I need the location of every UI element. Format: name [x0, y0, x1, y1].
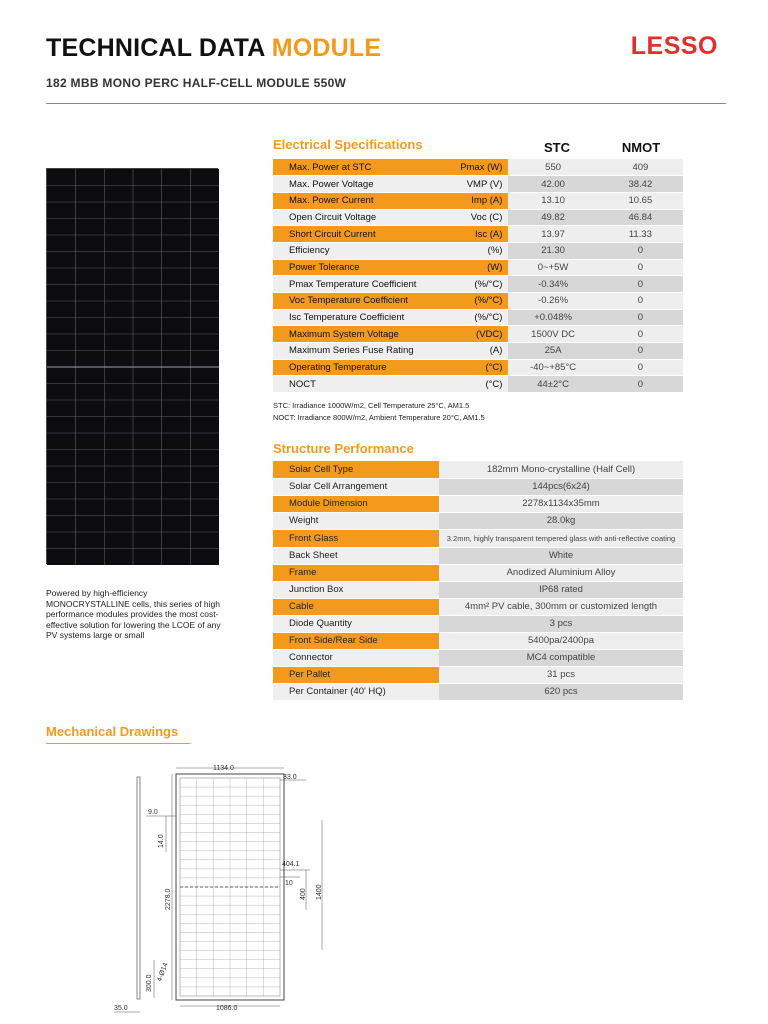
electrical-row: [273, 376, 683, 393]
title-main: TECHNICAL DATA: [46, 34, 265, 62]
electrical-stc-cell: 21.30: [508, 242, 597, 259]
electrical-nmot-cell: 11.33: [598, 226, 683, 243]
structure-label-cell: Front Glass: [273, 529, 439, 547]
electrical-spec-table: [273, 159, 683, 393]
structure-row: [273, 615, 683, 632]
dim-bottom-width: 1086.0: [216, 1005, 238, 1012]
structure-value-cell: Anodized Aluminium Alloy: [439, 564, 683, 581]
electrical-unit-cell: (%/°C): [433, 276, 508, 293]
electrical-label-cell: NOCT: [273, 376, 433, 393]
title-accent: MODULE: [271, 34, 382, 62]
dim-frame-edge: 33.0: [283, 774, 297, 781]
electrical-unit-cell: (W): [433, 259, 508, 276]
electrical-unit-cell: (%/°C): [433, 309, 508, 326]
electrical-stc-cell: 550: [508, 159, 597, 176]
electrical-row: [273, 293, 683, 310]
electrical-nmot-cell: 0: [598, 376, 683, 393]
structure-row: [273, 581, 683, 598]
electrical-label-cell: Short Circuit Current: [273, 226, 433, 243]
structure-value-cell: 5400pa/2400pa: [439, 632, 683, 649]
electrical-nmot-cell: 0: [598, 359, 683, 376]
electrical-row: [273, 343, 683, 360]
electrical-label-cell: Max. Power Voltage: [273, 176, 433, 193]
electrical-nmot-cell: 0: [598, 276, 683, 293]
electrical-label-cell: Open Circuit Voltage: [273, 209, 433, 226]
structure-row: [273, 666, 683, 683]
test-conditions-note: [273, 400, 485, 424]
structure-label-cell: Connector: [273, 649, 439, 666]
structure-value-cell: 4mm² PV cable, 300mm or customized length: [439, 598, 683, 615]
dim-right-tall: 1400: [316, 884, 323, 900]
structure-value-cell: 2278x1134x35mm: [439, 495, 683, 512]
electrical-unit-cell: (%/°C): [433, 293, 508, 310]
structure-row: [273, 461, 683, 478]
structure-row: [273, 478, 683, 495]
electrical-unit-cell: (A): [433, 343, 508, 360]
electrical-nmot-cell: 46.84: [598, 209, 683, 226]
dim-hole-dia: 4-Ø14: [156, 961, 170, 983]
electrical-stc-cell: -0.26%: [508, 293, 597, 310]
electrical-row: [273, 242, 683, 259]
dim-right-small: 10: [285, 880, 293, 887]
structure-value-cell: 31 pcs: [439, 666, 683, 683]
structure-row: [273, 512, 683, 529]
structure-label-cell: Per Pallet: [273, 666, 439, 683]
electrical-stc-cell: 13.10: [508, 192, 597, 209]
electrical-stc-cell: 1500V DC: [508, 326, 597, 343]
electrical-stc-cell: 49.82: [508, 209, 597, 226]
structure-value-cell: MC4 compatible: [439, 649, 683, 666]
structure-value-cell: 28.0kg: [439, 512, 683, 529]
stc-note: STC: Irradiance 1000W/m2, Cell Temperature 25°C, AM1.5: [273, 401, 470, 410]
electrical-label-cell: Efficiency: [273, 242, 433, 259]
structure-label-cell: Solar Cell Arrangement: [273, 478, 439, 495]
structure-row: [273, 529, 683, 547]
structure-row: [273, 598, 683, 615]
electrical-label-cell: Operating Temperature: [273, 359, 433, 376]
structure-value-cell: 182mm Mono-crystalline (Half Cell): [439, 461, 683, 478]
electrical-label-cell: Voc Temperature Coefficient: [273, 293, 433, 310]
structure-label-cell: Junction Box: [273, 581, 439, 598]
mechanical-heading: Mechanical Drawings: [46, 724, 179, 739]
dim-right-offset: 404.1: [282, 861, 300, 868]
electrical-stc-cell: -0.34%: [508, 276, 597, 293]
structure-heading: Structure Performance: [273, 441, 414, 456]
side-profile: [137, 777, 140, 999]
dim-height: 2278.0: [165, 888, 172, 910]
structure-row: [273, 564, 683, 581]
structure-label-cell: Cable: [273, 598, 439, 615]
electrical-nmot-cell: 0: [598, 343, 683, 360]
brand-logo: LESSO: [630, 32, 718, 60]
page-subtitle: 182 MBB MONO PERC HALF-CELL MODULE 550W: [46, 76, 347, 90]
structure-value-cell: 620 pcs: [439, 683, 683, 700]
structure-label-cell: Diode Quantity: [273, 615, 439, 632]
dim-right-mid: 400: [300, 888, 307, 900]
nmot-column-header: NMOT: [621, 140, 661, 155]
structure-label-cell: Solar Cell Type: [273, 461, 439, 478]
electrical-nmot-cell: 38.42: [598, 176, 683, 193]
electrical-stc-cell: 42.00: [508, 176, 597, 193]
dim-left-mid: 14.0: [158, 834, 165, 848]
electrical-row: [273, 209, 683, 226]
electrical-row: [273, 176, 683, 193]
electrical-nmot-cell: 409: [598, 159, 683, 176]
header-divider: [46, 103, 726, 104]
electrical-stc-cell: 25A: [508, 343, 597, 360]
electrical-unit-cell: (VDC): [433, 326, 508, 343]
electrical-unit-cell: VMP (V): [433, 176, 508, 193]
electrical-nmot-cell: 0: [598, 293, 683, 310]
electrical-unit-cell: (%): [433, 242, 508, 259]
electrical-row: [273, 359, 683, 376]
noct-note: NOCT: Irradiance 800W/m2, Ambient Temperature 20°C, AM1.5: [273, 413, 485, 422]
structure-value-cell: 3 pcs: [439, 615, 683, 632]
mechanical-underline: [46, 743, 190, 744]
page-title: [46, 34, 381, 63]
intro-text: Powered by high-efficiency MONOCRYSTALLINE cells, this series of high performance modules provides the most cost-effective solution for lowering the LCOE of any PV systems large or small: [46, 588, 221, 640]
electrical-row: [273, 192, 683, 209]
electrical-label-cell: Power Tolerance: [273, 259, 433, 276]
electrical-stc-cell: 13.97: [508, 226, 597, 243]
electrical-nmot-cell: 10.65: [598, 192, 683, 209]
electrical-label-cell: Maximum System Voltage: [273, 326, 433, 343]
structure-label-cell: Frame: [273, 564, 439, 581]
electrical-stc-cell: -40~+85°C: [508, 359, 597, 376]
stc-column-header: STC: [544, 140, 570, 155]
electrical-unit-cell: (°C): [433, 376, 508, 393]
electrical-label-cell: Maximum Series Fuse Rating: [273, 343, 433, 360]
electrical-row: [273, 309, 683, 326]
electrical-heading: Electrical Specifications: [273, 137, 423, 152]
electrical-stc-cell: +0.048%: [508, 309, 597, 326]
mechanical-drawing: [100, 760, 340, 1020]
solar-panel-image: [46, 168, 218, 564]
electrical-label-cell: Isc Temperature Coefficient: [273, 309, 433, 326]
electrical-row: [273, 226, 683, 243]
electrical-nmot-cell: 0: [598, 259, 683, 276]
electrical-nmot-cell: 0: [598, 309, 683, 326]
electrical-nmot-cell: 0: [598, 242, 683, 259]
electrical-row: [273, 259, 683, 276]
electrical-label-cell: Pmax Temperature Coefficient: [273, 276, 433, 293]
electrical-unit-cell: Voc (C): [433, 209, 508, 226]
structure-value-cell: IP68 rated: [439, 581, 683, 598]
structure-row: [273, 547, 683, 564]
electrical-unit-cell: (°C): [433, 359, 508, 376]
structure-row: [273, 649, 683, 666]
electrical-label-cell: Max. Power at STC: [273, 159, 433, 176]
structure-label-cell: Front Side/Rear Side: [273, 632, 439, 649]
electrical-stc-cell: 44±2°C: [508, 376, 597, 393]
structure-row: [273, 495, 683, 512]
structure-row: [273, 632, 683, 649]
structure-label-cell: Back Sheet: [273, 547, 439, 564]
electrical-row: [273, 276, 683, 293]
dim-frame-depth: 35.0: [114, 1005, 128, 1012]
electrical-unit-cell: Pmax (W): [433, 159, 508, 176]
structure-row: [273, 683, 683, 700]
structure-label-cell: Weight: [273, 512, 439, 529]
electrical-unit-cell: Isc (A): [433, 226, 508, 243]
electrical-unit-cell: Imp (A): [433, 192, 508, 209]
structure-value-cell: 3.2mm, highly transparent tempered glass with anti-reflective coating: [439, 529, 683, 547]
electrical-nmot-cell: 0: [598, 326, 683, 343]
structure-label-cell: Per Container (40' HQ): [273, 683, 439, 700]
dim-top-width: 1134.0: [213, 765, 234, 772]
electrical-label-cell: Max. Power Current: [273, 192, 433, 209]
dim-bottom-left: 300.0: [146, 974, 153, 992]
structure-table: [273, 461, 683, 701]
structure-label-cell: Module Dimension: [273, 495, 439, 512]
structure-value-cell: 144pcs(6x24): [439, 478, 683, 495]
structure-value-cell: White: [439, 547, 683, 564]
dim-left-small: 9.0: [148, 809, 158, 816]
electrical-stc-cell: 0~+5W: [508, 259, 597, 276]
electrical-row: [273, 326, 683, 343]
electrical-row: [273, 159, 683, 176]
